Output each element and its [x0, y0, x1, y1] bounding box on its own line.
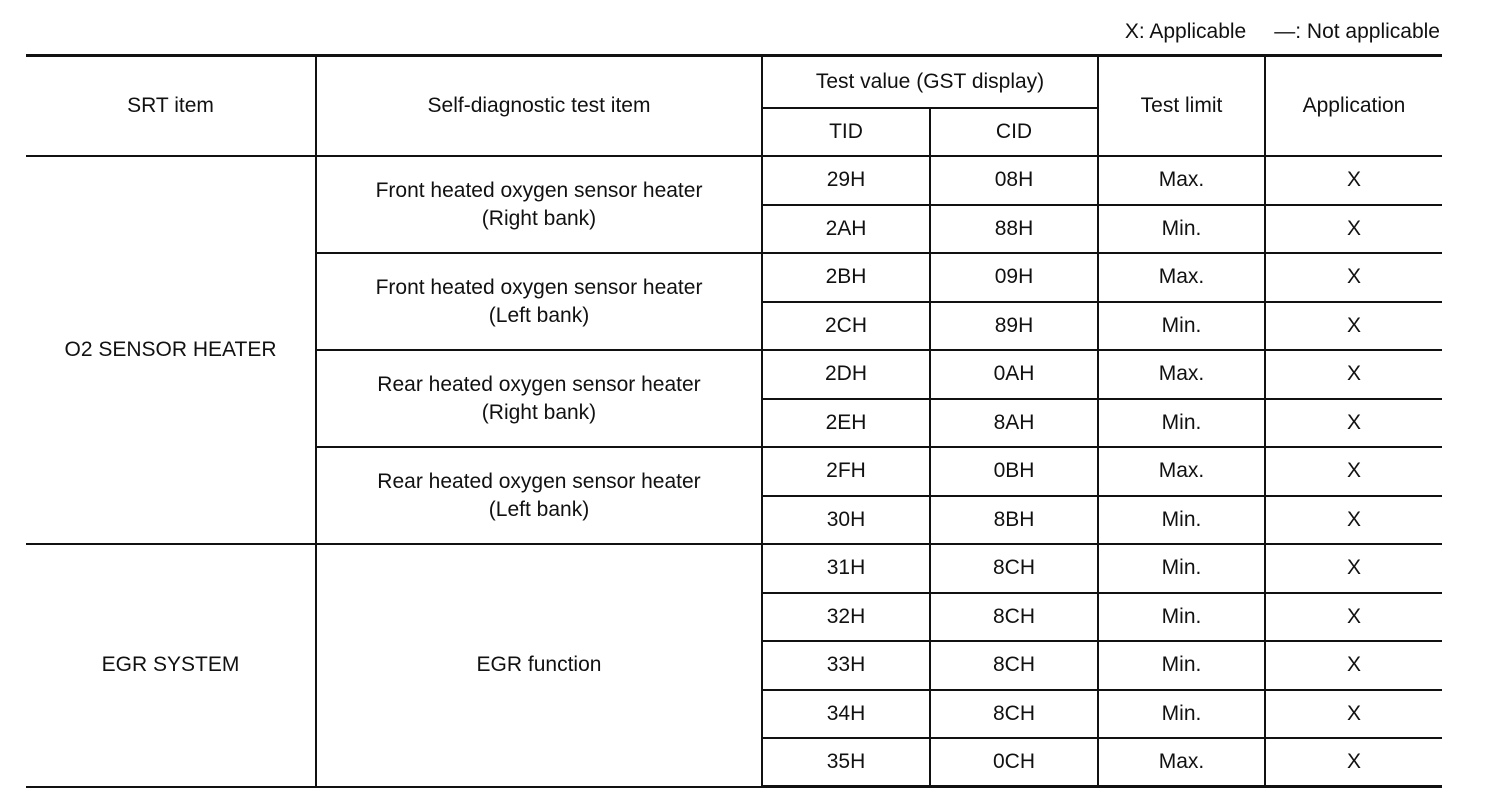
cid-cell: 8CH [930, 641, 1098, 690]
test-limit-cell: Max. [1098, 350, 1265, 399]
tid-cell: 30H [762, 496, 930, 545]
test-limit-cell: Min. [1098, 544, 1265, 593]
test-item-line: Front heated oxygen sensor heater [375, 178, 703, 202]
tid-cell: 2EH [762, 399, 930, 448]
test-limit-cell: Min. [1098, 593, 1265, 642]
application-cell: X [1265, 350, 1442, 399]
header-srt-item: SRT item [26, 56, 316, 157]
header-self-diagnostic-item: Self-diagnostic test item [316, 56, 762, 157]
cid-cell: 8AH [930, 399, 1098, 448]
test-limit-cell: Max. [1098, 253, 1265, 302]
cid-cell: 8CH [930, 544, 1098, 593]
header-tid: TID [762, 108, 930, 156]
test-item-front-right [316, 156, 762, 253]
test-item-line: Front heated oxygen sensor heater [375, 275, 703, 299]
tid-cell: 2DH [762, 350, 930, 399]
test-item-line: (Left bank) [488, 497, 590, 521]
application-cell: X [1265, 544, 1442, 593]
cid-cell: 8CH [930, 593, 1098, 642]
cid-cell: 09H [930, 253, 1098, 302]
application-cell: X [1265, 205, 1442, 254]
test-limit-cell: Min. [1098, 205, 1265, 254]
cid-cell: 08H [930, 156, 1098, 205]
header-cid: CID [930, 108, 1098, 156]
test-limit-cell: Min. [1098, 302, 1265, 351]
cid-cell: 8CH [930, 690, 1098, 739]
header-test-limit: Test limit [1098, 56, 1265, 157]
test-item-rear-right [316, 350, 762, 447]
cid-cell: 89H [930, 302, 1098, 351]
srt-group-egr-system: EGR SYSTEM [26, 544, 316, 787]
header-test-value: Test value (GST display) [762, 56, 1098, 109]
test-limit-cell: Max. [1098, 738, 1265, 787]
cid-cell: 0BH [930, 447, 1098, 496]
cid-cell: 0AH [930, 350, 1098, 399]
cid-cell: 0CH [930, 738, 1098, 787]
test-item-front-left [316, 253, 762, 350]
tid-cell: 33H [762, 641, 930, 690]
legend-not-applicable: —: Not applicable [1274, 20, 1440, 43]
test-item-line: Rear heated oxygen sensor heater [377, 372, 701, 396]
application-cell: X [1265, 253, 1442, 302]
srt-group-o2-sensor-heater: O2 SENSOR HEATER [26, 156, 316, 544]
tid-cell: 2FH [762, 447, 930, 496]
application-cell: X [1265, 399, 1442, 448]
cid-cell: 8BH [930, 496, 1098, 545]
header-application: Application [1265, 56, 1442, 157]
application-cell: X [1265, 593, 1442, 642]
test-item-rear-left [316, 447, 762, 544]
application-cell: X [1265, 496, 1442, 545]
application-cell: X [1265, 738, 1442, 787]
application-cell: X [1265, 156, 1442, 205]
tid-cell: 34H [762, 690, 930, 739]
test-limit-cell: Max. [1098, 447, 1265, 496]
test-item-line: (Left bank) [488, 303, 590, 327]
application-cell: X [1265, 302, 1442, 351]
cid-cell: 88H [930, 205, 1098, 254]
legend-applicable: X: Applicable [1124, 20, 1247, 43]
test-limit-cell: Min. [1098, 690, 1265, 739]
table-row [26, 156, 1442, 205]
tid-cell: 2CH [762, 302, 930, 351]
application-cell: X [1265, 690, 1442, 739]
tid-cell: 2AH [762, 205, 930, 254]
test-limit-cell: Min. [1098, 641, 1265, 690]
srt-table [26, 54, 1442, 788]
legend [1125, 20, 1440, 44]
test-limit-cell: Min. [1098, 399, 1265, 448]
test-limit-cell: Max. [1098, 156, 1265, 205]
tid-cell: 35H [762, 738, 930, 787]
tid-cell: 32H [762, 593, 930, 642]
tid-cell: 31H [762, 544, 930, 593]
test-item-egr-function: EGR function [316, 544, 762, 787]
table-row [26, 544, 1442, 593]
application-cell: X [1265, 641, 1442, 690]
test-item-line: Rear heated oxygen sensor heater [377, 469, 701, 493]
application-cell: X [1265, 447, 1442, 496]
test-limit-cell: Min. [1098, 496, 1265, 545]
test-item-line: (Right bank) [481, 206, 597, 230]
tid-cell: 2BH [762, 253, 930, 302]
tid-cell: 29H [762, 156, 930, 205]
test-item-line: (Right bank) [481, 400, 597, 424]
